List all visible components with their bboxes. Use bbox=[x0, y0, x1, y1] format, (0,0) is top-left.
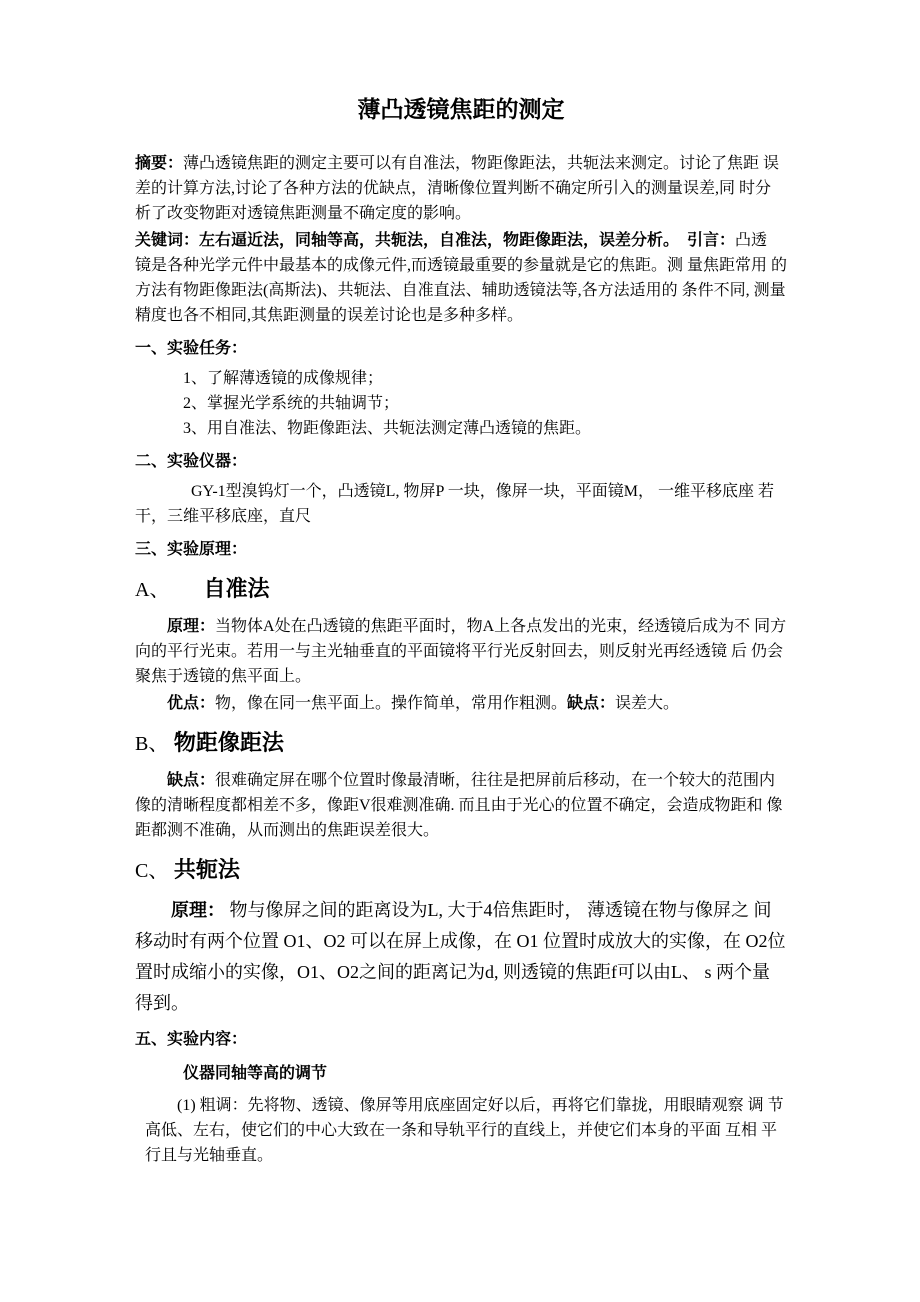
keywords-text: 左右逼近法，同轴等高，共轭法，自准法，物距像距法，误差分析。 bbox=[199, 232, 672, 249]
method-c-title: 共轭法 bbox=[168, 857, 240, 882]
section-2-heading bbox=[135, 449, 787, 474]
section-1-heading bbox=[135, 336, 787, 361]
principle-label: 原理： bbox=[167, 618, 216, 635]
principle-label: 原理： bbox=[171, 900, 225, 920]
adjustment-subheading bbox=[135, 1061, 787, 1086]
method-a-principle-text: 当物体A处在凸透镜的焦距平面时，物A上各点发出的光束，经透镜后成为不 同方向的平行光束。若用一与主光轴垂直的平面镜将平行光反射回去，则反射光再经透镜 后 仍会聚焦于透镜的焦平面上。 bbox=[135, 618, 787, 685]
task-item-1 bbox=[135, 366, 787, 391]
keywords-label: 关键词： bbox=[135, 232, 200, 249]
method-a-heading bbox=[135, 574, 787, 605]
task-item-1-text: 1、了解薄透镜的成像规律； bbox=[183, 370, 384, 387]
method-a-title: 自准法 bbox=[159, 576, 270, 601]
method-a-pros-paragraph bbox=[135, 691, 787, 716]
method-b-cons-paragraph bbox=[135, 768, 787, 843]
method-c-principle-text: 物与像屏之间的距离设为L, 大于4倍焦距时， 薄透镜在物与像屏之 间移动时有两个位置 O1、O2 可以在屏上成像，在 O1 位置时成放大的实像，在 O2位置时成缩小的实像，O1、O2之间的距离记为d, 则透镜的焦距f可以由L、 s 两个量得到。 bbox=[135, 900, 786, 1013]
coarse-adjustment-text: (1) 粗调：先将物、透镜、像屏等用底座固定好以后，再将它们靠拢，用眼睛观察 调 节高低、左右，使它们的中心大致在一条和导轨平行的直线上，并使它们本身的平面 互相 平行且与光轴垂直。 bbox=[145, 1097, 784, 1164]
method-a-pros-text: 物，像在同一焦平面上。操作简单，常用作粗测。 bbox=[215, 695, 568, 712]
abstract-text: 薄凸透镜焦距的测定主要可以有自准法，物距像距法，共轭法来测定。讨论了焦距 误 差的计算方法,讨论了各种方法的优缺点，清晰像位置判断不确定所引入的测量误差,同 时分 析了改变物距对透镜焦距测量不确定度的影响。 bbox=[135, 155, 784, 222]
equipment-paragraph bbox=[135, 479, 787, 529]
task-item-2-text: 2、掌握光学系统的共轴调节； bbox=[183, 395, 400, 412]
method-a-letter: A、 bbox=[135, 579, 160, 601]
document-title bbox=[135, 95, 787, 125]
intro-text: 凸透 镜是各种光学元件中最基本的成像元件,而透镜最重要的参量就是它的焦距。测 量焦距常用 的方法有物距像距法(高斯法)、共轭法、自准直法、辅助透镜法等,各方法适用的 条件不同, 测量精度也各不相同,其焦距测量的误差讨论也是多种多样。 bbox=[135, 232, 788, 324]
method-a-principle-paragraph bbox=[135, 614, 787, 689]
section-5-heading bbox=[135, 1027, 787, 1052]
section-2-heading-text: 二、实验仪器： bbox=[135, 453, 248, 470]
intro-label: 引言： bbox=[671, 232, 736, 249]
coarse-adjustment-paragraph bbox=[135, 1093, 787, 1168]
method-c-letter: C、 bbox=[135, 860, 169, 882]
pros-label: 优点： bbox=[167, 695, 216, 712]
method-b-cons-text: 很难确定屏在哪个位置时像最清晰，往往是把屏前后移动，在一个较大的范围内 像的清晰程度都相差不多，像距V很难测准确. 而且由于光心的位置不确定，会造成物距和 像距都测不准确，从而测出的焦距误差很大。 bbox=[135, 772, 783, 839]
section-3-heading bbox=[135, 537, 787, 562]
keywords-paragraph bbox=[135, 228, 787, 328]
abstract-label: 摘要： bbox=[135, 155, 184, 172]
cons-label: 缺点： bbox=[167, 772, 216, 789]
section-5-heading-text: 五、实验内容： bbox=[135, 1031, 248, 1048]
abstract-paragraph bbox=[135, 151, 787, 226]
adjustment-subheading-text: 仪器同轴等高的调节 bbox=[183, 1065, 328, 1082]
document-title-text: 薄凸透镜焦距的测定 bbox=[357, 97, 565, 122]
section-3-heading-text: 三、实验原理： bbox=[135, 541, 248, 558]
method-c-heading bbox=[135, 855, 787, 886]
method-b-letter: B、 bbox=[135, 733, 169, 755]
method-b-title: 物距像距法 bbox=[168, 730, 284, 755]
method-c-principle-paragraph bbox=[135, 895, 787, 1019]
equipment-text: GY-1型溴钨灯一个，凸透镜L, 物屏P 一块，像屏一块，平面镜M， 一维平移底座 若干，三维平移底座，直尺 bbox=[135, 483, 774, 525]
task-item-2 bbox=[135, 391, 787, 416]
task-item-3 bbox=[135, 416, 787, 441]
method-a-cons-text: 误差大。 bbox=[615, 695, 680, 712]
method-b-heading bbox=[135, 728, 787, 759]
cons-label: 缺点： bbox=[567, 695, 616, 712]
section-1-heading-text: 一、实验任务： bbox=[135, 340, 248, 357]
task-item-3-text: 3、用自准法、物距像距法、共轭法测定薄凸透镜的焦距。 bbox=[183, 420, 592, 437]
